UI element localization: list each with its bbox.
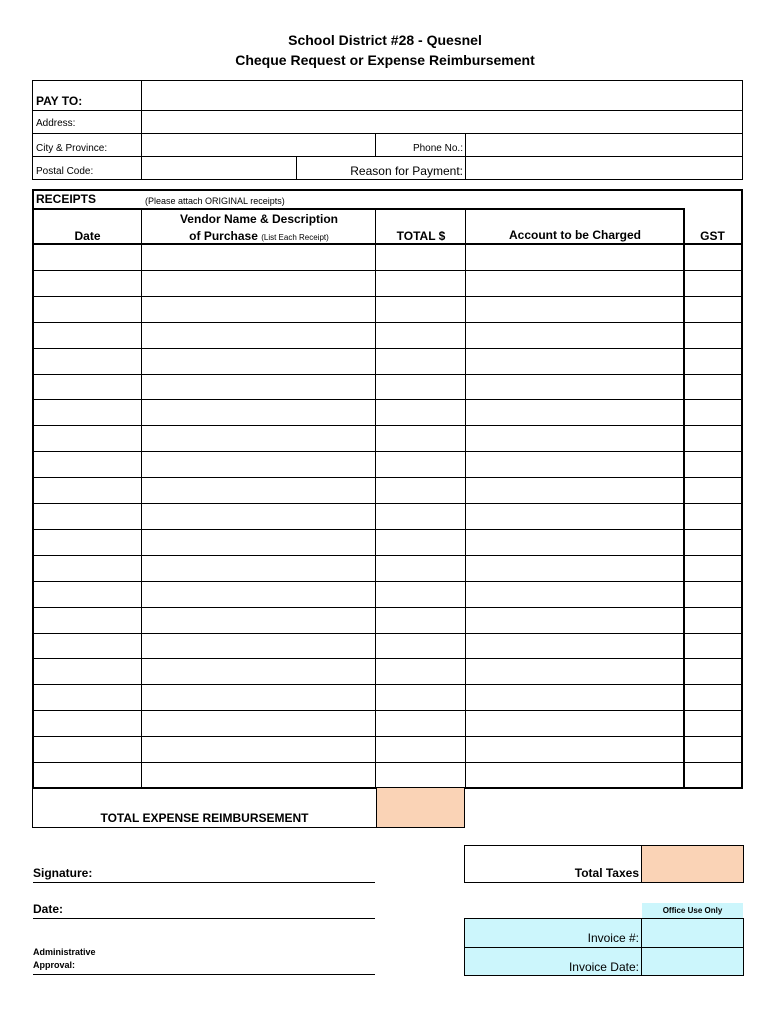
phone-label: Phone No.: — [412, 143, 463, 154]
receipt-gst-cell[interactable] — [685, 375, 741, 400]
receipt-gst-cell[interactable] — [685, 582, 741, 607]
postal-code-label: Postal Code: — [36, 166, 94, 177]
receipt-gst-cell[interactable] — [685, 556, 741, 581]
receipt-vendor-cell[interactable] — [142, 711, 375, 736]
receipt-gst-cell[interactable] — [685, 685, 741, 710]
receipt-vendor-cell[interactable] — [142, 608, 375, 633]
city-province-field[interactable] — [142, 134, 375, 156]
total-taxes-label: Total Taxes — [574, 866, 639, 880]
total-taxes-value[interactable] — [641, 846, 743, 882]
receipt-total-cell[interactable] — [376, 375, 465, 400]
receipt-total-cell[interactable] — [376, 582, 465, 607]
receipt-date-cell[interactable] — [34, 375, 141, 400]
receipt-total-cell[interactable] — [376, 711, 465, 736]
receipts-note: (Please attach ORIGINAL receipts) — [145, 196, 285, 206]
receipt-row — [34, 634, 741, 660]
receipt-total-cell[interactable] — [376, 556, 465, 581]
receipt-total-cell[interactable] — [376, 478, 465, 503]
receipt-gst-cell[interactable] — [685, 737, 741, 762]
receipt-date-cell[interactable] — [34, 271, 141, 296]
receipt-account-cell[interactable] — [466, 375, 683, 400]
receipt-date-cell[interactable] — [34, 634, 141, 659]
receipt-total-cell[interactable] — [376, 400, 465, 425]
col-date-header: Date — [74, 229, 101, 243]
invoice-no-field[interactable] — [642, 919, 743, 947]
reason-field[interactable] — [466, 157, 742, 179]
receipt-total-cell[interactable] — [376, 271, 465, 296]
receipt-row — [34, 556, 741, 582]
receipt-total-cell[interactable] — [376, 323, 465, 348]
receipt-vendor-cell[interactable] — [142, 271, 375, 296]
receipt-total-cell[interactable] — [376, 685, 465, 710]
receipt-date-cell[interactable] — [34, 608, 141, 633]
office-use-box — [464, 918, 744, 976]
pay-to-label: PAY TO: — [36, 94, 83, 108]
receipt-row — [34, 452, 741, 478]
receipt-date-cell[interactable] — [34, 504, 141, 529]
receipt-total-cell[interactable] — [376, 349, 465, 374]
col-gst-header: GST — [700, 229, 725, 243]
city-province-label: City & Province: — [36, 143, 108, 154]
receipt-gst-cell[interactable] — [685, 271, 741, 296]
receipt-row — [34, 582, 741, 608]
receipt-vendor-cell[interactable] — [142, 297, 375, 322]
receipt-date-cell[interactable] — [34, 711, 141, 736]
receipt-date-cell[interactable] — [34, 685, 141, 710]
receipt-vendor-cell[interactable] — [142, 582, 375, 607]
postal-code-field[interactable] — [142, 157, 296, 179]
receipt-gst-cell[interactable] — [685, 323, 741, 348]
receipt-gst-cell[interactable] — [685, 297, 741, 322]
phone-field[interactable] — [466, 134, 742, 156]
form-title-line2: Cheque Request or Expense Reimbursement — [235, 52, 535, 68]
receipt-vendor-cell[interactable] — [142, 426, 375, 451]
receipt-account-cell[interactable] — [466, 349, 683, 374]
receipt-gst-cell[interactable] — [685, 245, 741, 270]
receipt-gst-cell[interactable] — [685, 478, 741, 503]
receipt-account-cell[interactable] — [466, 297, 683, 322]
admin-approval-label-1: Administrative — [33, 947, 96, 957]
receipt-gst-cell[interactable] — [685, 634, 741, 659]
receipt-account-cell[interactable] — [466, 245, 683, 270]
receipt-row — [34, 711, 741, 737]
receipt-row — [34, 400, 741, 426]
receipt-gst-cell[interactable] — [685, 400, 741, 425]
receipt-gst-cell[interactable] — [685, 452, 741, 477]
receipt-total-cell[interactable] — [376, 737, 465, 762]
receipt-row — [34, 349, 741, 375]
receipts-table — [32, 189, 743, 789]
receipt-gst-cell[interactable] — [685, 608, 741, 633]
invoice-date-field[interactable] — [642, 948, 743, 975]
receipt-account-cell[interactable] — [466, 659, 683, 684]
receipt-total-cell[interactable] — [376, 763, 465, 788]
receipt-row — [34, 737, 741, 763]
receipt-date-cell[interactable] — [34, 349, 141, 374]
pay-to-field[interactable] — [142, 81, 742, 110]
receipt-date-cell[interactable] — [34, 297, 141, 322]
receipt-gst-cell[interactable] — [685, 349, 741, 374]
receipt-gst-cell[interactable] — [685, 504, 741, 529]
receipt-account-cell[interactable] — [466, 634, 683, 659]
receipt-row — [34, 608, 741, 634]
receipt-account-cell[interactable] — [466, 582, 683, 607]
receipt-account-cell[interactable] — [466, 737, 683, 762]
receipt-total-cell[interactable] — [376, 659, 465, 684]
total-expense-box — [32, 787, 465, 828]
receipt-vendor-cell[interactable] — [142, 400, 375, 425]
receipt-date-cell[interactable] — [34, 245, 141, 270]
receipt-date-cell[interactable] — [34, 426, 141, 451]
receipt-account-cell[interactable] — [466, 530, 683, 555]
receipt-vendor-cell[interactable] — [142, 685, 375, 710]
receipt-total-cell[interactable] — [376, 297, 465, 322]
date-label: Date: — [33, 902, 64, 916]
receipt-date-cell[interactable] — [34, 530, 141, 555]
receipt-row — [34, 426, 741, 452]
receipt-gst-cell[interactable] — [685, 659, 741, 684]
receipt-account-cell[interactable] — [466, 323, 683, 348]
date-line[interactable] — [33, 902, 375, 919]
invoice-date-label: Invoice Date: — [568, 960, 639, 974]
receipt-account-cell[interactable] — [466, 763, 683, 788]
address-label: Address: — [36, 118, 76, 129]
receipt-date-cell[interactable] — [34, 737, 141, 762]
receipt-date-cell[interactable] — [34, 478, 141, 503]
receipt-row — [34, 478, 741, 504]
receipt-row — [34, 245, 741, 271]
receipt-account-cell[interactable] — [466, 556, 683, 581]
form-title-line1: School District #28 - Quesnel — [288, 32, 482, 48]
receipt-account-cell[interactable] — [466, 478, 683, 503]
admin-approval-line[interactable] — [33, 946, 375, 975]
receipt-account-cell[interactable] — [466, 608, 683, 633]
receipt-row — [34, 659, 741, 685]
receipt-row — [34, 375, 741, 401]
receipt-account-cell[interactable] — [466, 400, 683, 425]
receipt-gst-cell[interactable] — [685, 426, 741, 451]
receipt-total-cell[interactable] — [376, 426, 465, 451]
receipt-vendor-cell[interactable] — [142, 504, 375, 529]
receipt-date-cell[interactable] — [34, 556, 141, 581]
receipt-row — [34, 763, 741, 789]
receipt-account-cell[interactable] — [466, 711, 683, 736]
receipt-total-cell[interactable] — [376, 504, 465, 529]
total-expense-value[interactable] — [376, 788, 465, 827]
receipt-vendor-cell[interactable] — [142, 737, 375, 762]
receipt-gst-cell[interactable] — [685, 711, 741, 736]
receipt-vendor-cell[interactable] — [142, 763, 375, 788]
receipt-vendor-cell[interactable] — [142, 530, 375, 555]
receipt-date-cell[interactable] — [34, 400, 141, 425]
col-vendor-header-2: of Purchase (List Each Receipt) — [189, 229, 329, 243]
receipt-gst-cell[interactable] — [685, 763, 741, 788]
receipts-title: RECEIPTS — [36, 192, 97, 206]
payee-block — [32, 80, 743, 180]
receipt-vendor-cell[interactable] — [142, 634, 375, 659]
receipt-total-cell[interactable] — [376, 245, 465, 270]
receipt-total-cell[interactable] — [376, 634, 465, 659]
receipt-row — [34, 323, 741, 349]
signature-label: Signature: — [33, 866, 93, 880]
receipt-account-cell[interactable] — [466, 271, 683, 296]
receipt-account-cell[interactable] — [466, 685, 683, 710]
receipt-vendor-cell[interactable] — [142, 452, 375, 477]
receipt-account-cell[interactable] — [466, 426, 683, 451]
receipt-vendor-cell[interactable] — [142, 478, 375, 503]
receipt-account-cell[interactable] — [466, 504, 683, 529]
receipt-row — [34, 297, 741, 323]
reason-label: Reason for Payment: — [350, 164, 463, 178]
receipt-row — [34, 504, 741, 530]
admin-approval-label-2: Approval: — [33, 960, 76, 970]
receipt-date-cell[interactable] — [34, 323, 141, 348]
receipt-row — [34, 530, 741, 556]
receipt-total-cell[interactable] — [376, 530, 465, 555]
col-account-header: Account to be Charged — [508, 228, 641, 242]
receipt-vendor-cell[interactable] — [142, 245, 375, 270]
col-vendor-header: Vendor Name & Description — [179, 212, 339, 226]
total-taxes-box — [464, 845, 744, 883]
receipt-total-cell[interactable] — [376, 608, 465, 633]
signature-line[interactable] — [33, 866, 375, 883]
receipt-date-cell[interactable] — [34, 659, 141, 684]
receipt-date-cell[interactable] — [34, 582, 141, 607]
receipt-gst-cell[interactable] — [685, 530, 741, 555]
receipt-vendor-cell[interactable] — [142, 375, 375, 400]
receipt-date-cell[interactable] — [34, 763, 141, 788]
address-field[interactable] — [142, 111, 742, 133]
receipt-date-cell[interactable] — [34, 452, 141, 477]
receipt-total-cell[interactable] — [376, 452, 465, 477]
receipt-vendor-cell[interactable] — [142, 556, 375, 581]
office-use-only-label: Office Use Only — [642, 903, 743, 918]
col-total-header: TOTAL $ — [396, 229, 446, 243]
total-expense-label: TOTAL EXPENSE REIMBURSEMENT — [100, 811, 309, 825]
receipt-row — [34, 271, 741, 297]
invoice-no-label: Invoice #: — [587, 931, 639, 945]
receipt-row — [34, 685, 741, 711]
receipt-account-cell[interactable] — [466, 452, 683, 477]
receipt-vendor-cell[interactable] — [142, 349, 375, 374]
receipt-rows — [34, 245, 741, 789]
receipt-vendor-cell[interactable] — [142, 659, 375, 684]
receipt-vendor-cell[interactable] — [142, 323, 375, 348]
